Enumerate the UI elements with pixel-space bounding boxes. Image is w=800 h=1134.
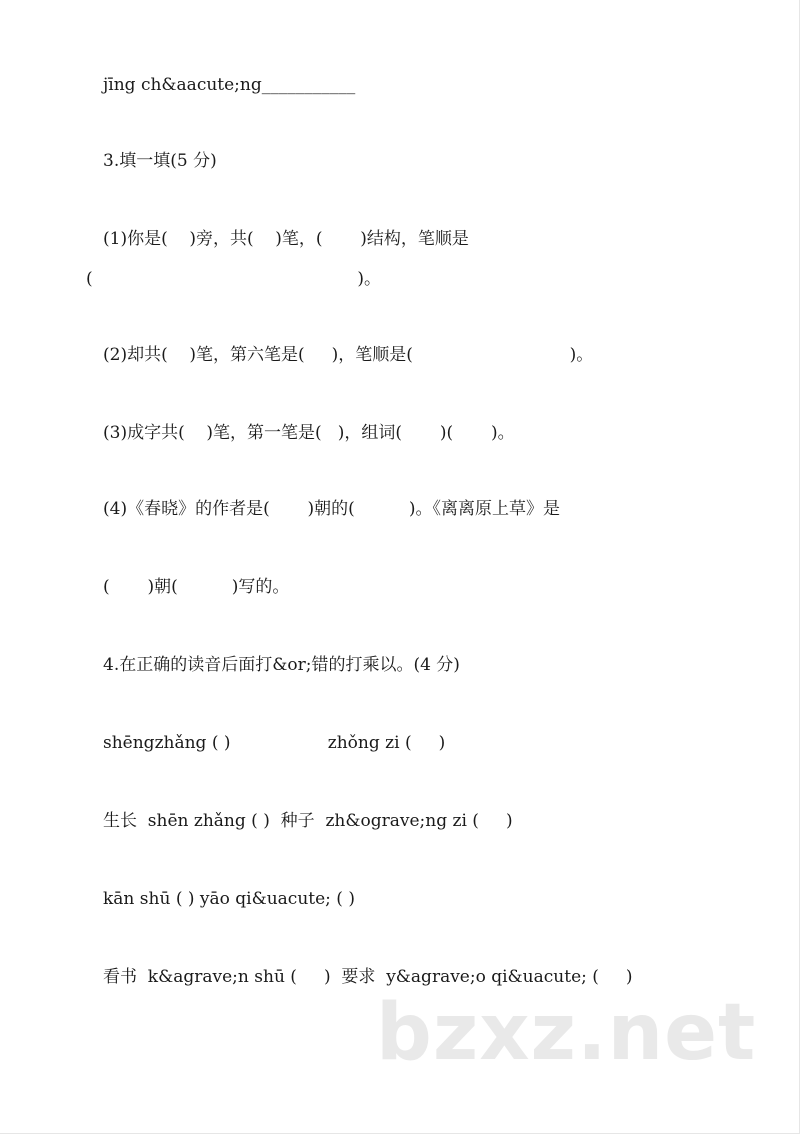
section-4-heading: 4.在正确的读音后面打&or;错的打乘以。(4 分) — [103, 655, 460, 675]
question-3-4-line-1: (4)《春晓》的作者是( )朝的( )。《离离原上草》是 — [103, 499, 560, 519]
pinyin-item-jing-chang: jīng ch&aacute;ng___________ — [103, 75, 356, 95]
question-3-1-line-2: ( )。 — [86, 269, 382, 289]
question-3-2: (2)却共( )笔，第六笔是( )，笔顺是( )。 — [103, 345, 594, 365]
question-3-4-line-2: ( )朝( )写的。 — [103, 577, 290, 597]
pinyin-options-row-4: 看书 k&agrave;n shū ( ) 要求 y&agrave;o qi&uacute; ( ) — [103, 967, 633, 987]
pinyin-options-row-3: kān shū ( ) yāo qi&uacute; ( ) — [103, 889, 355, 909]
watermark-logo: bzxz.net — [376, 988, 757, 1078]
pinyin-options-row-1: shēngzhǎng ( ) zhǒng zi ( ) — [103, 733, 446, 753]
question-3-1-line-1: (1)你是( )旁，共( )笔，( )结构，笔顺是 — [103, 229, 469, 249]
pinyin-options-row-2: 生长 shēn zhǎng ( ) 种子 zh&ograve;ng zi ( ) — [103, 811, 513, 831]
section-3-heading: 3.填一填(5 分) — [103, 151, 217, 171]
question-3-3: (3)成字共( )笔，第一笔是( )，组词( )( )。 — [103, 423, 515, 443]
